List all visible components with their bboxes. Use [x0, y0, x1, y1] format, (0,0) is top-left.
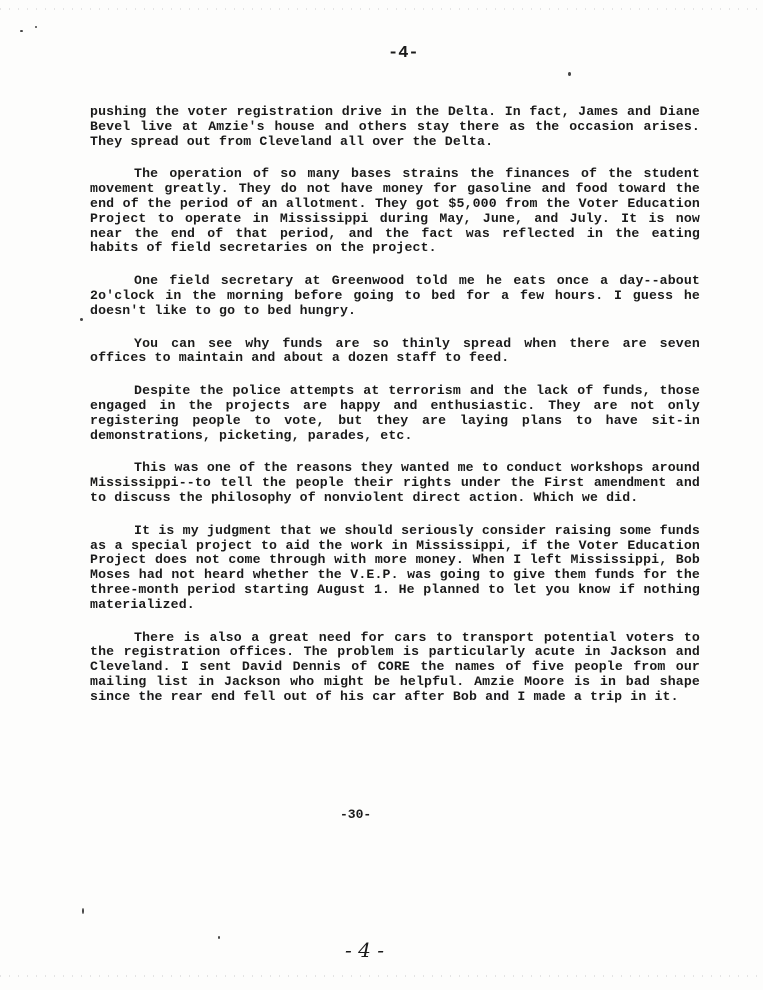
paragraph-1: pushing the voter registration drive in the Delta. In fact, James and Diane Bevel live at Amzie's house and others stay there as the occasion arises. They spread out from Cleveland all over the Delta. [90, 104, 700, 149]
scan-speck [82, 908, 84, 914]
page-number-mid: -30- [340, 807, 372, 822]
scan-speck [568, 72, 571, 76]
scan-speck [80, 318, 83, 321]
paragraph-3: One field secretary at Greenwood told me he eats once a day--about 2o'clock in the morning before going to bed for a few hours. I guess he doesn't like to go to bed hungry. [90, 273, 700, 318]
paragraph-6: This was one of the reasons they wanted me to conduct workshops around Mississippi--to tell the people their rights under the First amendment and to discuss the philosophy of nonviolent direct action. Which we did. [90, 460, 700, 505]
page-number-bottom: - 4 - [345, 938, 384, 962]
scan-speck [35, 26, 37, 28]
paragraph-7: It is my judgment that we should seriously consider raising some funds as a special project to aid the work in Mississippi, if the Voter Education Project does not come through with more money. When I left Mississippi, Bob Moses had not heard whether the V.E.P. was going to give them funds for the three-month period starting August 1. He planned to let you know if nothing materialized. [90, 522, 700, 612]
page-number-top: -4- [388, 44, 419, 63]
paragraph-2: The operation of so many bases strains the finances of the student movement greatly. They do not have money for gasoline and food toward the end of the period of an allotment. They got $5,000 from the Voter Education Project to operate in Mississippi during May, June, and July. It is now near the end of that period, and the fact was reflected in the eating habits of field secretaries on the project. [90, 166, 700, 256]
scan-speck [20, 30, 23, 32]
paragraph-4: You can see why funds are so thinly spread when there are seven offices to maintain and about a dozen staff to feed. [90, 335, 700, 366]
scan-noise [0, 8, 763, 10]
paragraph-8: There is also a great need for cars to transport potential voters to the registration offices. The problem is particularly acute in Jackson and Cleveland. I sent David Dennis of CORE the names of five people from our mailing list in Jackson who might be helpful. Amzie Moore is in bad shape since the rear end fell out of his car after Bob and I made a trip in it. [90, 629, 700, 704]
paragraph-5: Despite the police attempts at terrorism and the lack of funds, those engaged in the projects are happy and enthusiastic. They are not only registering people to vote, but they are laying plans to have sit-in demonstrations, picketing, parades, etc. [90, 383, 700, 443]
scan-speck [218, 936, 220, 939]
letter-body [90, 105, 700, 723]
scan-noise [0, 975, 763, 977]
